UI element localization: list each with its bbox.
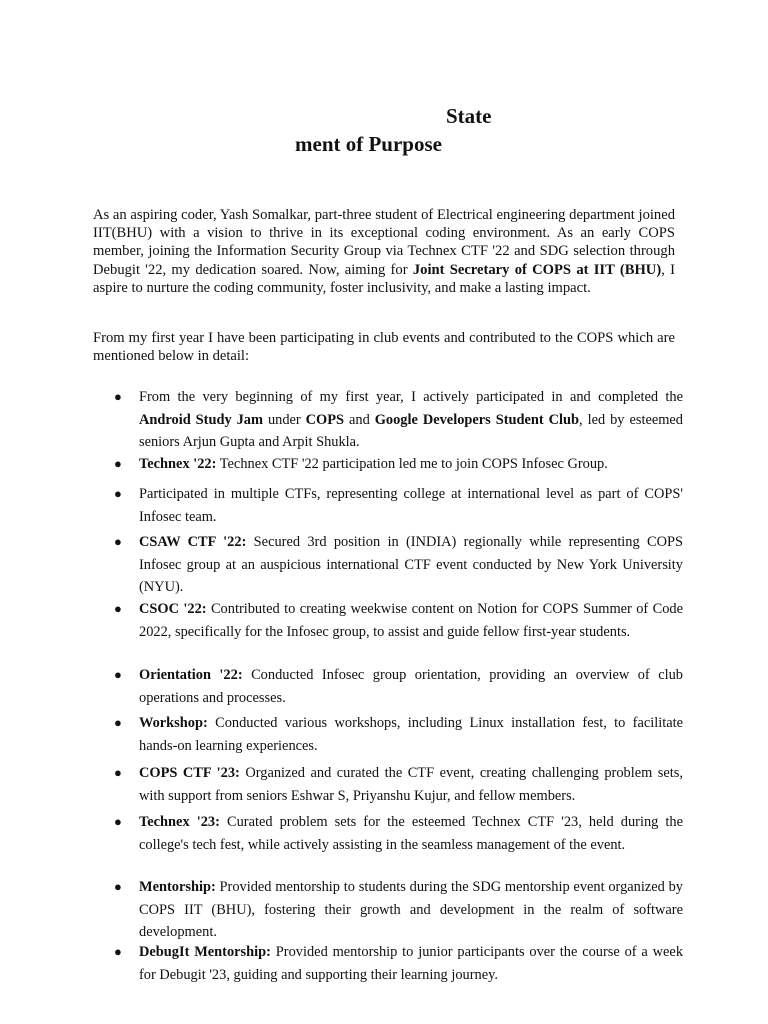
list-item-body: Conducted various workshops, including Linux installation fest, to facilitate hands-on learning experiences. [139,715,683,754]
bullet-icon: ● [114,667,122,682]
bullet-icon: ● [114,534,122,549]
list-item-body: Curated problem sets for the esteemed Technex CTF '23, held during the college's tech fest, while actively assisting in the seamless management of the event. [139,814,684,853]
bullet-icon: ● [114,814,122,829]
bullet-icon: ● [114,486,122,501]
list-item-body: Participated in multiple CTFs, representing college at international level as part of COPS' Infosec team. [139,486,683,525]
bullet-icon: ● [114,456,122,471]
list-item-text [139,941,683,986]
list-item-text-part: From the very beginning of my first year, I actively participated in and completed the [139,389,683,405]
list-item-label: Orientation '22: [139,667,243,683]
list-item-text-part: and [344,411,375,428]
list-item-body: Provided mentorship to junior participants over the course of a week for Debugit '23, guiding and supporting their learning journey. [139,944,684,983]
bullet-icon: ● [114,944,122,959]
list-item-bold: Android Study Jam [139,411,263,428]
page-title-line-2: ment of Purpose [295,132,442,156]
list-item-bold: Google Developers Student Club [374,411,580,428]
list-item-text [139,598,683,643]
list-item-text [139,453,683,476]
list-item-body: Secured 3rd position in (INDIA) regionally while representing COPS Infosec group at an auspicious international CTF event conducted by New York University (NYU). [139,534,684,595]
list-item-text [139,811,683,856]
list-item-label: CSAW CTF '22: [139,534,247,550]
list-item-text-part: , led by esteemed seniors Arjun Gupta and Arpit Shukla. [139,411,683,450]
list-item-text [139,876,683,944]
contributions-intro-paragraph: From my first year I have been participating in club events and contributed to the COPS which are mentioned below in detail: [93,330,675,365]
list-item-label: DebugIt Mentorship: [139,944,271,960]
list-item-text [139,762,683,807]
bullet-icon: ● [114,389,122,404]
list-item-label: Mentorship: [139,879,216,895]
bullet-icon: ● [114,765,122,780]
list-item-text [139,664,683,709]
list-item-text [139,531,683,599]
intro-text-part1: As an aspiring coder, Yash Somalkar, part-three student of Electrical engineering department joined IIT(BHU) with a vision to thrive in its exceptional coding environment. As an early COPS member, joining the Information Security Group via Technex CTF '22 and SDG selection through Debugit '22, my dedication soared. Now, aiming for [93,207,675,278]
list-item-bold: COPS [305,411,345,428]
list-item-label: Workshop: [139,715,208,731]
page-title-line-1: State [446,104,492,128]
list-item-body: Provided mentorship to students during the SDG mentorship event organized by COPS IIT (BHU), fostering their growth and development in the realm of software development. [139,879,683,940]
list-item-text-part: under [263,411,306,428]
list-item-text [139,712,683,757]
bullet-icon: ● [114,601,122,616]
list-item-text [139,483,683,528]
list-item-body: Technex CTF '22 participation led me to join COPS Infosec Group. [216,456,608,472]
list-item-label: Technex '23: [139,814,220,830]
intro-bold-role: Joint Secretary of COPS at IIT (BHU) [412,261,662,278]
bullet-icon: ● [114,879,122,894]
bullet-icon: ● [114,715,122,730]
list-item-label: COPS CTF '23: [139,765,240,781]
list-item-text [139,386,683,454]
intro-paragraph [93,206,675,297]
list-item-body: Contributed to creating weekwise content on Notion for COPS Summer of Code 2022, specifically for the Infosec group, to assist and guide fellow first-year students. [139,601,683,640]
list-item-label: CSOC '22: [139,601,207,617]
list-item-body: Conducted Infosec group orientation, providing an overview of club operations and processes. [139,667,683,706]
intro-text-part2: , I aspire to nurture the coding community, foster inclusivity, and make a lasting impact. [93,261,675,296]
list-item-label: Technex '22: [139,456,217,472]
list-item-body: Organized and curated the CTF event, creating challenging problem sets, with support from seniors Eshwar S, Priyanshu Kujur, and fellow members. [139,765,683,804]
